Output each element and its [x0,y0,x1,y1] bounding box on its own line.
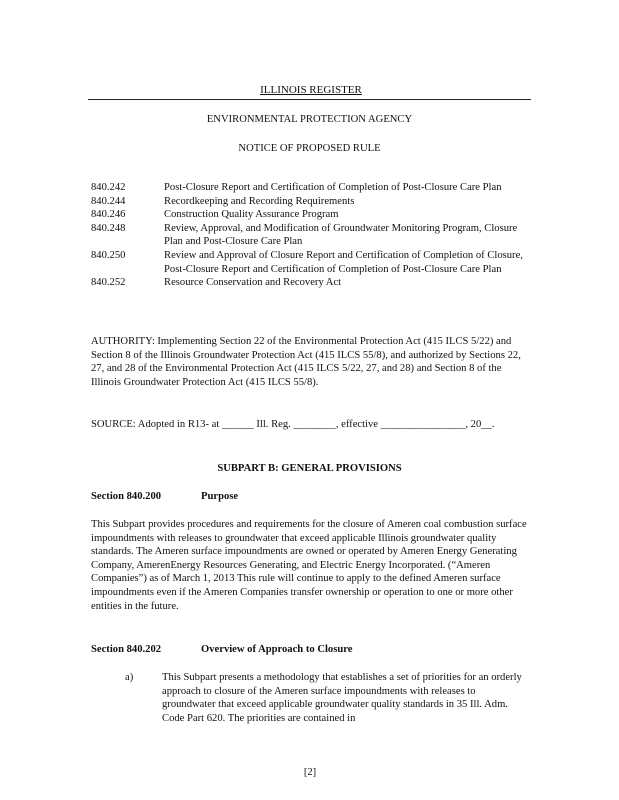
authority-paragraph: AUTHORITY: Implementing Section 22 of the Environmental Protection Act (415 ILCS 5/22) and Section 8 of the Illinois Groundwater Protection Act (415 ILCS 55/8), and authorized by Sections 22, 27, and 28 of the Environmental Protection Act (415 ILCS 5/22, 27, and 28) and Section 8 of the Illinois Groundwater Protection Act (415 ILCS 55/8). [91,336,521,388]
section-number: 840.244 [91,195,126,207]
section-number: 840.252 [91,277,126,289]
page-number: [2] [303,767,317,778]
section-title: Post-Closure Report and Certification of Completion of Post-Closure Care Plan [164,182,502,193]
section-title: Review, Approval, and Modification of Groundwater Monitoring Program, Closure Plan and Post-Closure Care Plan [164,222,518,248]
section-number: 840.246 [91,209,126,221]
list-item [91,222,531,249]
list-item [91,208,531,222]
section-heading-title: Overview of Approach to Closure [201,644,353,655]
source-paragraph: SOURCE: Adopted in R13- at ______ Ill. Reg. ________, effective ________________, 20__. [91,419,495,430]
list-item [91,181,531,195]
register-header: ILLINOIS REGISTER [260,84,362,96]
section-heading [91,490,531,504]
section-title: Construction Quality Assurance Program [164,209,339,221]
section-title: Review and Approval of Closure Report and Certification of Completion of Closure, Post-Closure Report and Certification of Completion of Post-Closure Care Plan [164,249,523,275]
section-heading-title: Purpose [201,491,239,502]
section-title: Resource Conservation and Recovery Act [164,277,342,289]
section-list [91,181,531,290]
notice-title: NOTICE OF PROPOSED RULE [238,143,381,154]
subpart-title: SUBPART B: GENERAL PROVISIONS [217,463,402,474]
list-item [91,195,531,209]
list-item [91,276,531,290]
list-item [91,249,531,276]
section-number: 840.248 [91,222,126,234]
item-label: a) [125,672,134,683]
item-text: This Subpart presents a methodology that establishes a set of priorities for an orderly approach to closure of the Ameren surface impoundments with releases to groundwater that exceed applicable groundwater quality standards in 35 Ill. Adm. Code Part 620. The priorities are contained in [162,672,522,724]
header-rule [88,99,531,100]
agency-title: ENVIRONMENTAL PROTECTION AGENCY [206,114,413,125]
purpose-paragraph: This Subpart provides procedures and requirements for the closure of Ameren coal combustion surface impoundments with releases to groundwater that exceed applicable Illinois groundwater quality standards. The Ameren surface impoundments are owned or operated by Ameren Energy Generating Company, AmerenEnergy Resources Generating, and Electric Energy Incorporated. (“Ameren Companies”) as of March 1, 2013 This rule will continue to apply to the defined Ameren surface impoundments even if the Ameren Companies transfer ownership or operation to one or more other entities in the future. [91,519,527,612]
section-heading [91,643,531,657]
section-heading-number: Section 840.202 [91,644,162,655]
section-title: Recordkeeping and Recording Requirements [164,195,355,207]
section-number: 840.250 [91,249,126,261]
section-heading-number: Section 840.200 [91,491,162,502]
section-number: 840.242 [91,182,126,193]
